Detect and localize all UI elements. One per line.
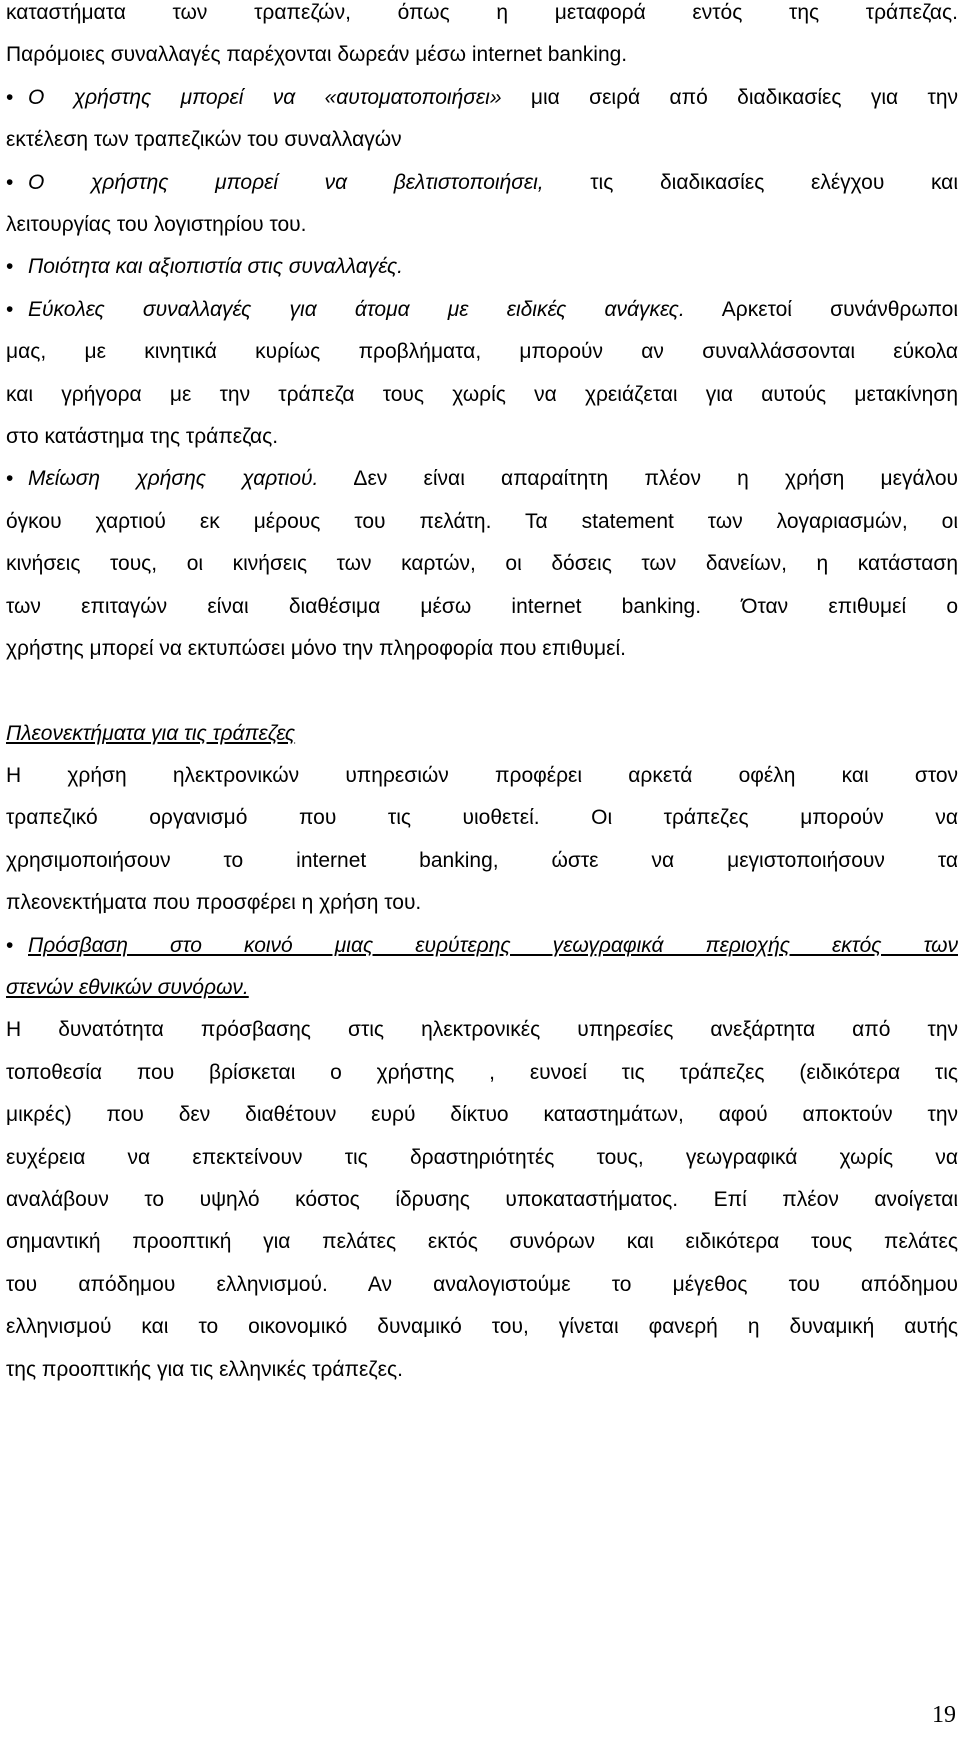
body-text: Δεν είναι απαραίτητη πλέον η χρήση μεγάλου (318, 467, 958, 491)
text-line: καταστήματα των τραπεζών, όπως η μεταφορά εντός της τράπεζας. (6, 1, 958, 24)
document-page (6, 0, 958, 1391)
text-line: μας, με κινητικά κυρίως προβλήματα, μπορούν αν συναλλάσσονται εύκολα (6, 340, 958, 364)
text-line: αναλάβουν το υψηλό κόστος ίδρυσης υποκαταστήματος. Επί πλέον ανοίγεται (6, 1187, 958, 1211)
body-text: Αρκετοί συνάνθρωποι (684, 297, 959, 321)
text-line: χρησιμοποιήσουν το internet banking, ώστε να μεγιστοποιήσουν τα (6, 848, 958, 872)
text-line (6, 458, 958, 500)
bullet-item (6, 925, 958, 1010)
paragraph-intro (6, 0, 958, 77)
text-line (6, 162, 958, 204)
text-line: τραπεζικό οργανισμό που τις υιοθετεί. Οι τράπεζες μπορούν να (6, 806, 958, 830)
bullet-icon: • (6, 170, 14, 194)
section-paragraph (6, 755, 958, 925)
text-line: των επιταγών είναι διαθέσιμα μέσω internet banking. Όταν επιθυμεί ο (6, 594, 958, 618)
text-line (6, 925, 958, 967)
text-line: στενών εθνικών συνόρων. (6, 975, 249, 999)
bullet-icon: • (6, 255, 14, 279)
bullet-item (6, 458, 958, 670)
emphasis-text: Εύκολες συναλλαγές για άτομα με ειδικές ανάγκες. (28, 297, 685, 321)
bullet-item (6, 77, 958, 162)
bullet-icon: • (6, 85, 14, 109)
text-line: χρήστης μπορεί να εκτυπώσει μόνο την πληροφορία που επιθυμεί. (6, 637, 626, 661)
text-line (6, 289, 958, 331)
emphasis-text: Πρόσβαση στο κοινό μιας ευρύτερης γεωγραφικά περιοχής εκτός των (28, 933, 958, 957)
text-line: σημαντική προοπτική για πελάτες εκτός συνόρων και ειδικότερα τους πελάτες (6, 1230, 958, 1254)
text-line: ευχέρεια να επεκτείνουν τις δραστηριότητές τους, γεωγραφικά χωρίς να (6, 1145, 958, 1169)
text-line: ελληνισμού και το οικονομικό δυναμικό του, γίνεται φανερή η δυναμική αυτής (6, 1315, 958, 1339)
emphasis-text: Ποιότητα και αξιοπιστία στις συναλλαγές. (28, 255, 403, 279)
bullet-icon: • (6, 933, 14, 957)
text-line: τοποθεσία που βρίσκεται ο χρήστης , ευνοεί τις τράπεζες (ειδικότερα τις (6, 1060, 958, 1084)
body-text: μια σειρά από διαδικασίες για την (501, 85, 959, 109)
bullet-item (6, 246, 958, 288)
text-line: στο κατάστημα της τράπεζας. (6, 425, 279, 449)
bullet-item (6, 162, 958, 247)
bullet-icon: • (6, 297, 14, 321)
text-line: μικρές) που δεν διαθέτουν ευρύ δίκτυο καταστημάτων, αφού αποκτούν την (6, 1103, 958, 1127)
text-line: λειτουργίας του λογιστηρίου του. (6, 213, 307, 237)
text-line: κινήσεις τους, οι κινήσεις των καρτών, οι δόσεις των δανείων, η κατάσταση (6, 552, 958, 576)
text-line: όγκου χαρτιού εκ μέρους του πελάτη. Τα statement των λογαριασμών, οι (6, 509, 958, 533)
bullet-item (6, 289, 958, 459)
text-line: Η δυνατότητα πρόσβασης στις ηλεκτρονικές υπηρεσίες ανεξάρτητα από την (6, 1018, 958, 1042)
emphasis-text: Μείωση χρήσης χαρτιού. (28, 467, 319, 491)
text-line: και γρήγορα με την τράπεζα τους χωρίς να χρειάζεται για αυτούς μετακίνηση (6, 382, 958, 406)
text-line: εκτέλεση των τραπεζικών του συναλλαγών (6, 128, 402, 152)
text-line: πλεονεκτήματα που προσφέρει η χρήση του. (6, 891, 422, 915)
text-line: της προοπτικής για τις ελληνικές τράπεζες. (6, 1357, 403, 1381)
section-heading: Πλεονεκτήματα για τις τράπεζες (6, 721, 296, 745)
text-line (6, 77, 958, 119)
text-line: Η χρήση ηλεκτρονικών υπηρεσιών προφέρει αρκετά οφέλη και στον (6, 763, 958, 787)
emphasis-text: Ο χρήστης μπορεί να «αυτοματοποιήσει» (28, 85, 502, 109)
emphasis-text: Ο χρήστης μπορεί να βελτιστοποιήσει, (28, 170, 544, 194)
text-line: του απόδημου ελληνισμού. Αν αναλογιστούμε το μέγεθος του απόδημου (6, 1272, 958, 1296)
text-line: Παρόμοιες συναλλαγές παρέχονται δωρεάν μέσω internet banking. (6, 43, 628, 67)
section-paragraph (6, 1009, 958, 1391)
bullet-icon: • (6, 467, 14, 491)
page-number: 19 (932, 1702, 956, 1728)
text-line (6, 246, 958, 288)
body-text: τις διαδικασίες ελέγχου και (543, 170, 958, 194)
